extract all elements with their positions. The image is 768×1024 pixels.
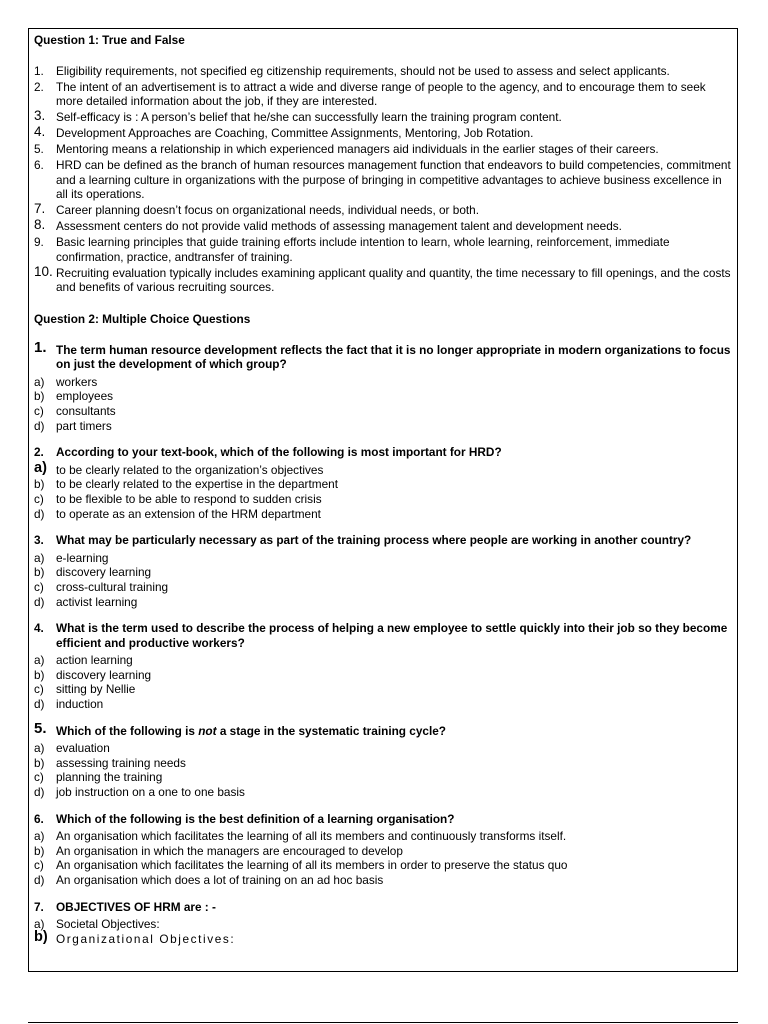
tf-item — [34, 110, 734, 125]
mcq-text: What may be particularly necessary as part of the training process where people are working in another country? — [56, 533, 692, 548]
mcq-option — [34, 829, 734, 844]
mcq-stem — [34, 338, 734, 372]
mcq-option — [34, 697, 734, 712]
tf-item — [34, 64, 734, 79]
mcq-option — [34, 565, 734, 580]
tf-item-text: The intent of an advertisement is to attract a wide and diverse range of people to the agency, and to encourage them to seek more detailed information about the job, if they are interested. — [56, 79, 706, 109]
tf-item-number: 6. — [34, 158, 44, 173]
mcq-option — [34, 741, 734, 756]
mcq-number: 4. — [34, 621, 44, 636]
mcq-number: 5. — [34, 719, 47, 737]
option-text: induction — [56, 697, 104, 712]
mcq-option — [34, 917, 734, 932]
option-letter: b) — [34, 843, 45, 858]
option-text: job instruction on a one to one basis — [56, 785, 245, 800]
option-letter: c) — [34, 858, 44, 873]
option-letter: c) — [34, 770, 44, 785]
mcq-option — [34, 653, 734, 668]
mcq-text: OBJECTIVES OF HRM are : - — [56, 899, 216, 914]
option-text: cross-cultural training — [56, 579, 169, 594]
option-text: An organisation which facilitates the learning of all its members in order to preserve the status quo — [56, 858, 568, 873]
mcq-number: 3. — [34, 533, 44, 548]
option-text: assessing training needs — [56, 755, 186, 770]
mcq-question — [34, 533, 734, 609]
mcq-option — [34, 756, 734, 771]
option-text: part timers — [56, 418, 112, 433]
mcq-option — [34, 507, 734, 522]
option-letter: a) — [34, 653, 45, 668]
option-letter: a) — [34, 459, 47, 476]
option-letter: b) — [34, 389, 45, 404]
option-text: planning the training — [56, 770, 163, 785]
mcq-stem — [34, 621, 734, 650]
mcq-option — [34, 928, 734, 947]
option-text: e-learning — [56, 550, 109, 565]
tf-item-number: 3. — [34, 108, 46, 124]
mcq-option — [34, 419, 734, 434]
mcq-question — [34, 719, 734, 800]
footer-rule — [28, 1022, 738, 1023]
option-letter: c) — [34, 491, 44, 506]
option-text: to be flexible to be able to respond to sudden crisis — [56, 491, 322, 506]
option-letter: d) — [34, 506, 45, 521]
option-text: Organizational Objectives: — [56, 931, 236, 946]
mcq-option — [34, 873, 734, 888]
mcq-question — [34, 900, 734, 947]
option-letter: c) — [34, 403, 44, 418]
mcq-number: 2. — [34, 445, 44, 460]
option-letter: a) — [34, 741, 45, 756]
tf-item-text: Development Approaches are Coaching, Committee Assignments, Mentoring, Job Rotation. — [56, 126, 534, 141]
mcq-stem — [34, 812, 734, 827]
mcq-question — [34, 338, 734, 434]
tf-item — [34, 235, 734, 264]
option-letter: d) — [34, 785, 45, 800]
option-letter: d) — [34, 594, 45, 609]
tf-item — [34, 80, 734, 109]
mcq-option — [34, 375, 734, 390]
option-text: consultants — [56, 403, 116, 418]
mcq-option — [34, 844, 734, 859]
tf-item-number: 4. — [34, 124, 46, 140]
tf-item-number: 10. — [34, 263, 53, 279]
option-letter: b) — [34, 755, 45, 770]
mcq-text-before: Which of the following is — [56, 723, 199, 738]
option-text: An organisation which does a lot of training on an ad hoc basis — [56, 873, 384, 888]
tf-item-text: Basic learning principles that guide training efforts include intention to learn, whole learning, reinforcement, immediate confirmation, practice, andtransfer of training. — [56, 235, 670, 264]
mcq-stem — [34, 719, 734, 739]
tf-item-number: 7. — [34, 201, 46, 217]
mcq-option — [34, 682, 734, 697]
tf-item-number: 2. — [34, 79, 44, 94]
mcq-option — [34, 551, 734, 566]
tf-item — [34, 158, 734, 202]
mcq-question — [34, 445, 734, 521]
option-letter: b) — [34, 477, 45, 492]
mcq-stem — [34, 445, 734, 460]
tf-item-number: 8. — [34, 217, 46, 233]
tf-item — [34, 126, 734, 141]
option-letter: b) — [34, 928, 48, 945]
option-letter: c) — [34, 579, 44, 594]
mcq-text-after: a stage in the systematic training cycle? — [216, 723, 447, 738]
option-letter: d) — [34, 418, 45, 433]
tf-item-number: 1. — [34, 63, 44, 78]
option-text: sitting by Nellie — [56, 682, 136, 697]
option-text: discovery learning — [56, 565, 152, 580]
option-letter: a) — [34, 829, 45, 844]
option-text: to be clearly related to the organization’s objectives — [56, 462, 324, 477]
option-letter: b) — [34, 667, 45, 682]
mcq-option — [34, 459, 734, 478]
mcq-question — [34, 812, 734, 888]
option-text: activist learning — [56, 594, 138, 609]
mcq-stem — [34, 533, 734, 548]
tf-item — [34, 203, 734, 218]
mcq-option — [34, 477, 734, 492]
mcq-option — [34, 404, 734, 419]
mcq-option — [34, 389, 734, 404]
mcq-text: According to your text-book, which of the following is most important for HRD? — [56, 445, 502, 460]
tf-item-text: Recruiting evaluation typically includes examining applicant quality and quantity, the time necessary to fill openings, and the costs and benefits of various recruiting sources. — [56, 265, 731, 295]
option-letter: d) — [34, 697, 45, 712]
option-text: Societal Objectives: — [56, 917, 160, 932]
option-text: to be clearly related to the expertise in the department — [56, 477, 338, 492]
mcq-option — [34, 595, 734, 610]
option-letter: a) — [34, 917, 45, 932]
mcq-text: What is the term used to describe the process of helping a new employee to settle quickly into their job so they become efficient and productive workers? — [56, 621, 728, 650]
mcq-option — [34, 858, 734, 873]
tf-item — [34, 263, 734, 295]
mcq-option — [34, 668, 734, 683]
option-text: An organisation in which the managers are encouraged to develop — [56, 843, 403, 858]
q1-heading: Question 1: True and False — [34, 33, 185, 47]
option-text: employees — [56, 389, 114, 404]
option-letter: a) — [34, 550, 45, 565]
option-letter: c) — [34, 682, 44, 697]
tf-item-text: Mentoring means a relationship in which experienced managers aid individuals in the earlier stages of their careers. — [56, 142, 659, 157]
mcq-option — [34, 770, 734, 785]
option-letter: b) — [34, 565, 45, 580]
option-text: to operate as an extension of the HRM department — [56, 506, 321, 521]
option-letter: d) — [34, 873, 45, 888]
mcq-option — [34, 785, 734, 800]
option-text: action learning — [56, 653, 133, 668]
option-text: workers — [56, 374, 98, 389]
document-content — [34, 33, 734, 946]
tf-item-number: 9. — [34, 235, 44, 250]
option-text: discovery learning — [56, 667, 152, 682]
option-text: evaluation — [56, 741, 110, 756]
mcq-number: 6. — [34, 811, 44, 826]
tf-item — [34, 142, 734, 157]
tf-item-text: Self-efficacy is : A person’s belief that he/she can successfully learn the training program content. — [56, 110, 562, 125]
mcq-text-emphasis: not — [198, 723, 217, 738]
tf-item-text: Eligibility requirements, not specified eg citizenship requirements, should not be used to assess and select applicants. — [56, 63, 670, 78]
option-letter: a) — [34, 374, 45, 389]
tf-item — [34, 219, 734, 234]
mcq-option — [34, 580, 734, 595]
mcq-number: 7. — [34, 899, 44, 914]
tf-item-text: Career planning doesn’t focus on organizational needs, individual needs, or both. — [56, 203, 480, 218]
option-text: An organisation which facilitates the learning of all its members and continuously transforms itself. — [56, 829, 567, 844]
true-false-list — [34, 64, 734, 295]
tf-item-text: HRD can be defined as the branch of human resources management function that endeavors to build competencies, commitment and a learning culture in organizations with the purpose of bringing in competitive advantages to achieve business excellence in all its operations. — [56, 158, 731, 202]
mcq-text: The term human resource development reflects the fact that it is no longer appropriate in modern organizations to focus on just the development of which group? — [56, 342, 731, 372]
mcq-number: 1. — [34, 338, 47, 356]
mcq-question — [34, 621, 734, 712]
mcq-stem — [34, 900, 734, 915]
tf-item-number: 5. — [34, 142, 44, 157]
q2-heading: Question 2: Multiple Choice Questions — [34, 312, 251, 327]
tf-item-text: Assessment centers do not provide valid methods of assessing management talent and development needs. — [56, 219, 622, 234]
mcq-option — [34, 492, 734, 507]
mcq-text: Which of the following is the best definition of a learning organisation? — [56, 811, 455, 826]
